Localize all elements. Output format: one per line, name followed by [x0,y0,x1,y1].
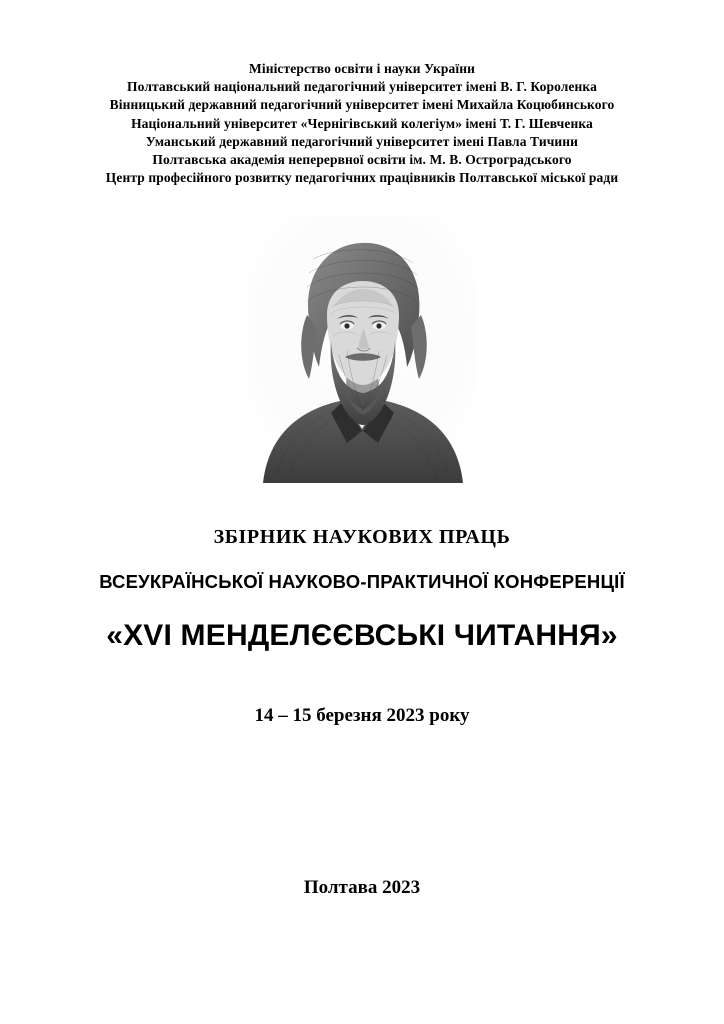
conference-name: «XVI МЕНДЕЛЄЄВСЬКІ ЧИТАННЯ» [106,618,618,652]
affiliation-line-5: Уманський державний педагогічний університет імені Павла Тичини [145,133,579,149]
affiliation-line-6: Полтавська академія неперервної освіти ім. М. В. Остроградського [152,152,572,168]
affiliation-line-1: Міністерство освіти і науки України [249,61,475,76]
conference-subtitle: ВСЕУКРАЇНСЬКОЇ НАУКОВО-ПРАКТИЧНОЇ КОНФЕРЕНЦІЇ [99,570,625,592]
title-block [40,526,684,653]
collection-title: ЗБІРНИК НАУКОВИХ ПРАЦЬ [213,525,511,548]
imprint: Полтава 2023 [303,876,421,898]
affiliation-line-4: Національний університет «Чернігівський колегіум» імені Т. Г. Шевченка [131,115,593,131]
affiliation-line-3: Вінницький державний педагогічний університет імені Михайла Коцюбинського [109,97,615,113]
portrait-illustration [247,215,477,483]
affiliations-block [106,60,618,188]
mendeleev-portrait [242,214,482,484]
event-dates: 14 – 15 березня 2023 року [254,704,470,726]
affiliation-line-2: Полтавський національний педагогічний університет імені В. Г. Короленка [127,79,597,95]
affiliation-line-7: Центр професійного розвитку педагогічних працівників Полтавської міської ради [105,170,619,186]
